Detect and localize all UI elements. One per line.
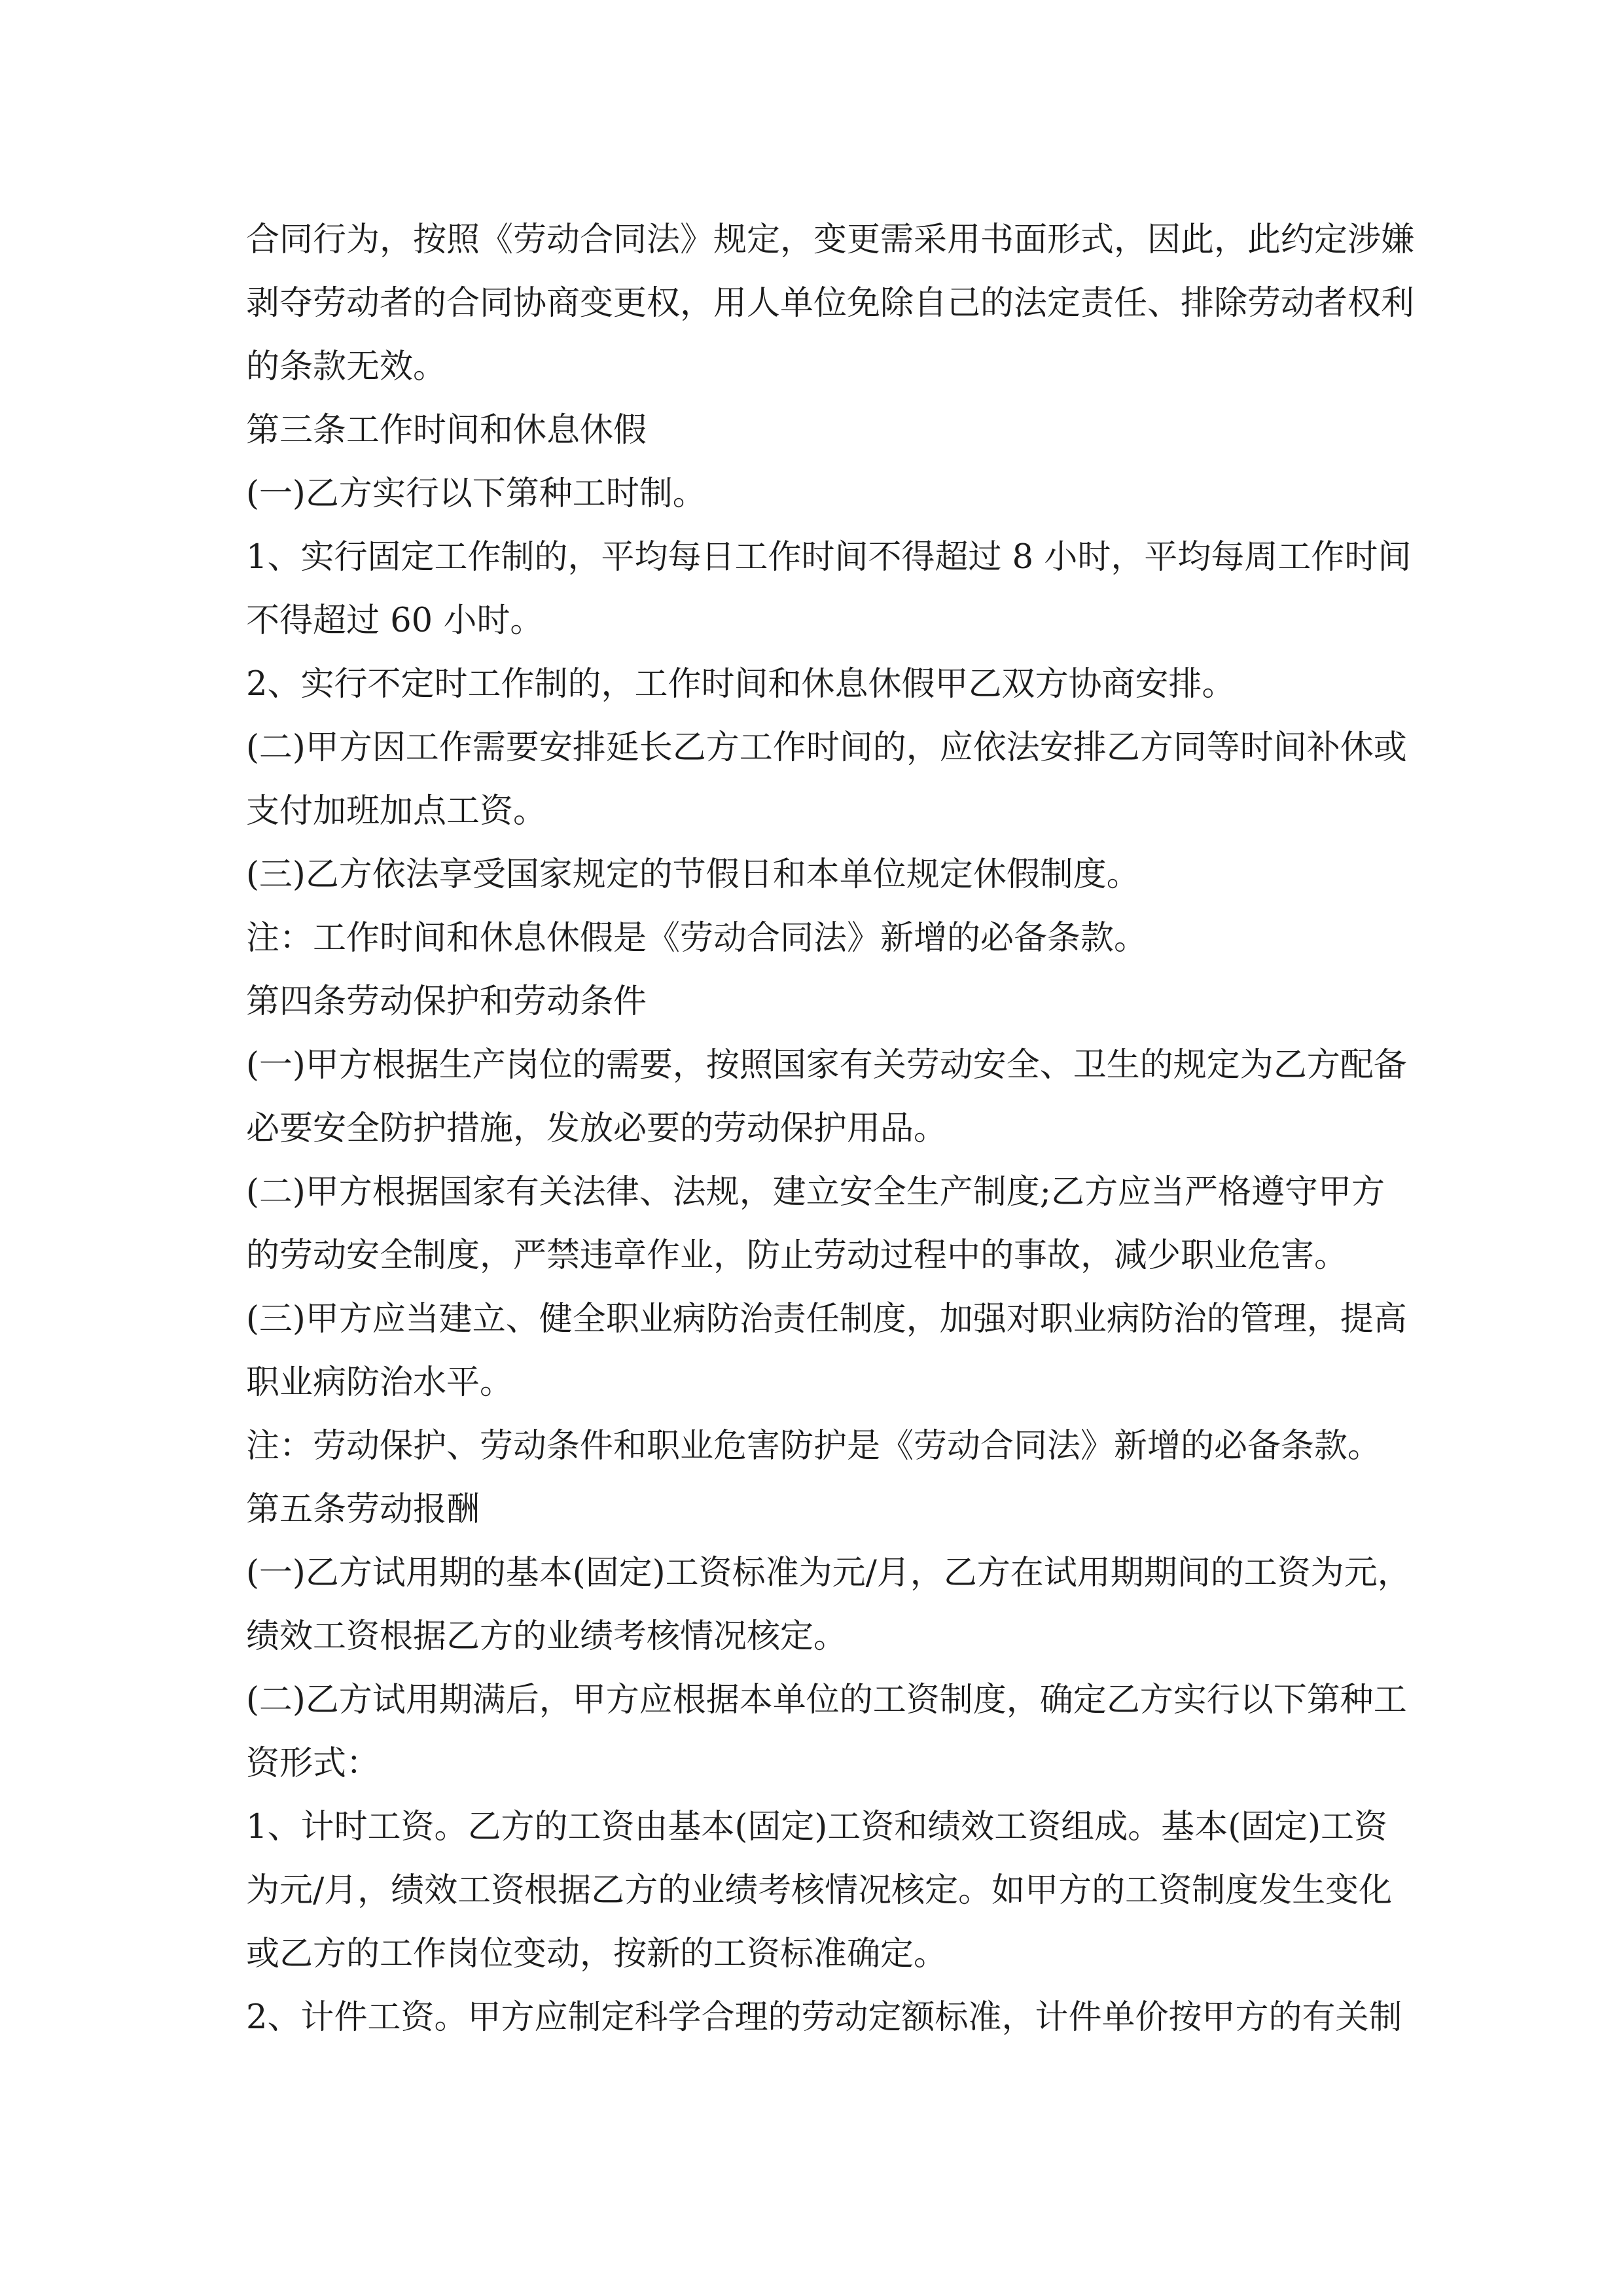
- document-body: [246, 208, 1415, 2049]
- text-line: (一)乙方实行以下第种工时制。: [246, 475, 706, 513]
- text-line: (二)乙方试用期满后，甲方应根据本单位的工资制度，确定乙方实行以下第种工: [246, 1681, 1407, 1719]
- note-line: 注：工作时间和休息休假是《劳动合同法》新增的必备条款。: [246, 919, 1148, 958]
- text-line: 1、实行固定工作制的，平均每日工作时间不得超过 8 小时，平均每周工作时间: [246, 538, 1412, 577]
- text-line: (三)乙方依法享受国家规定的节假日和本单位规定休假制度。: [246, 855, 1140, 894]
- text-line: 2、实行不定时工作制的，工作时间和休息休假甲乙双方协商安排。: [246, 665, 1236, 704]
- text-line: (一)甲方根据生产岗位的需要，按照国家有关劳动安全、卫生的规定为乙方配备: [246, 1046, 1407, 1085]
- text-line: 绩效工资根据乙方的业绩考核情况核定。: [246, 1617, 847, 1656]
- text-line: 或乙方的工作岗位变动，按新的工资标准确定。: [246, 1935, 948, 1973]
- section-heading: 第四条劳动保护和劳动条件: [246, 982, 647, 1021]
- text-line: (一)乙方试用期的基本(固定)工资标准为元/月，乙方在试用期期间的工资为元，: [246, 1554, 1411, 1592]
- text-line: 资形式：: [246, 1744, 380, 1783]
- text-line: 合同行为，按照《劳动合同法》规定，变更需采用书面形式，因此，此约定涉嫌: [246, 221, 1415, 259]
- text-line: 剥夺劳动者的合同协商变更权，用人单位免除自己的法定责任、排除劳动者权利: [246, 284, 1415, 323]
- section-heading: 第五条劳动报酬: [246, 1490, 480, 1529]
- text-line: 1、计时工资。乙方的工资由基本(固定)工资和绩效工资组成。基本(固定)工资: [246, 1808, 1388, 1846]
- text-line: 2、计件工资。甲方应制定科学合理的劳动定额标准，计件单价按甲方的有关制: [246, 1998, 1402, 2037]
- text-line: 不得超过 60 小时。: [246, 601, 544, 640]
- text-line: 为元/月，绩效工资根据乙方的业绩考核情况核定。如甲方的工资制度发生变化: [246, 1871, 1393, 1910]
- text-line: (二)甲方因工作需要安排延长乙方工作时间的，应依法安排乙方同等时间补休或: [246, 728, 1407, 767]
- text-line: (二)甲方根据国家有关法律、法规，建立安全生产制度;乙方应当严格遵守甲方: [246, 1173, 1385, 1211]
- text-line: 的劳动安全制度，严禁违章作业，防止劳动过程中的事故，减少职业危害。: [246, 1236, 1348, 1275]
- note-line: 注：劳动保护、劳动条件和职业危害防护是《劳动合同法》新增的必备条款。: [246, 1427, 1382, 1465]
- text-line: 的条款无效。: [246, 348, 447, 386]
- section-heading: 第三条工作时间和休息休假: [246, 411, 647, 450]
- text-line: 职业病防治水平。: [246, 1363, 514, 1402]
- text-line: 支付加班加点工资。: [246, 792, 547, 831]
- text-line: 必要安全防护措施，发放必要的劳动保护用品。: [246, 1109, 948, 1148]
- text-line: (三)甲方应当建立、健全职业病防治责任制度，加强对职业病防治的管理，提高: [246, 1300, 1407, 1338]
